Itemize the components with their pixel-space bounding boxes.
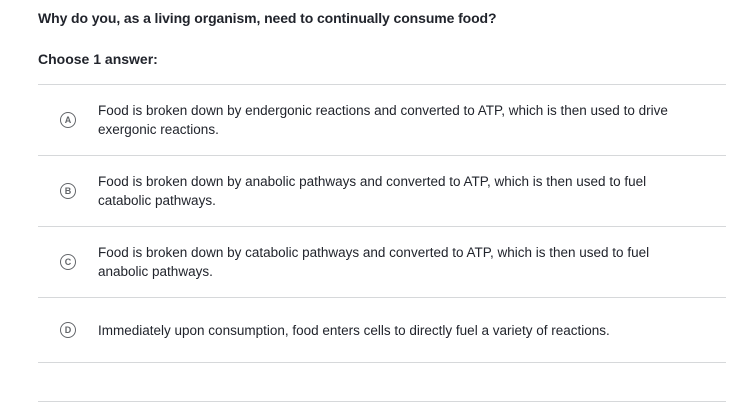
choice-d[interactable]	[38, 298, 726, 362]
choice-b[interactable]	[38, 156, 726, 226]
question-text: Why do you, as a living organism, need to continually consume food?	[38, 10, 497, 26]
choice-a-radio[interactable]: A	[60, 112, 76, 128]
choice-c-text: Food is broken down by catabolic pathways and converted to ATP, which is then used to fuel anabolic pathways.	[98, 245, 650, 279]
choice-d-text: Immediately upon consumption, food enters cells to directly fuel a variety of reactions.	[98, 322, 610, 338]
choice-d-radio[interactable]: D	[60, 322, 76, 338]
bottom-divider	[38, 401, 726, 402]
answer-choices	[38, 84, 726, 402]
choice-a[interactable]	[38, 85, 726, 155]
choice-a-text: Food is broken down by endergonic reactions and converted to ATP, which is then used to drive exergonic reactions.	[98, 103, 668, 137]
choice-c[interactable]	[38, 227, 726, 297]
answer-prompt: Choose 1 answer:	[38, 51, 158, 67]
choice-b-radio[interactable]: B	[60, 183, 76, 199]
bottom-spacer	[38, 363, 726, 401]
choice-c-radio[interactable]: C	[60, 254, 76, 270]
choice-b-text: Food is broken down by anabolic pathways and converted to ATP, which is then used to fuel catabolic pathways.	[98, 174, 647, 208]
